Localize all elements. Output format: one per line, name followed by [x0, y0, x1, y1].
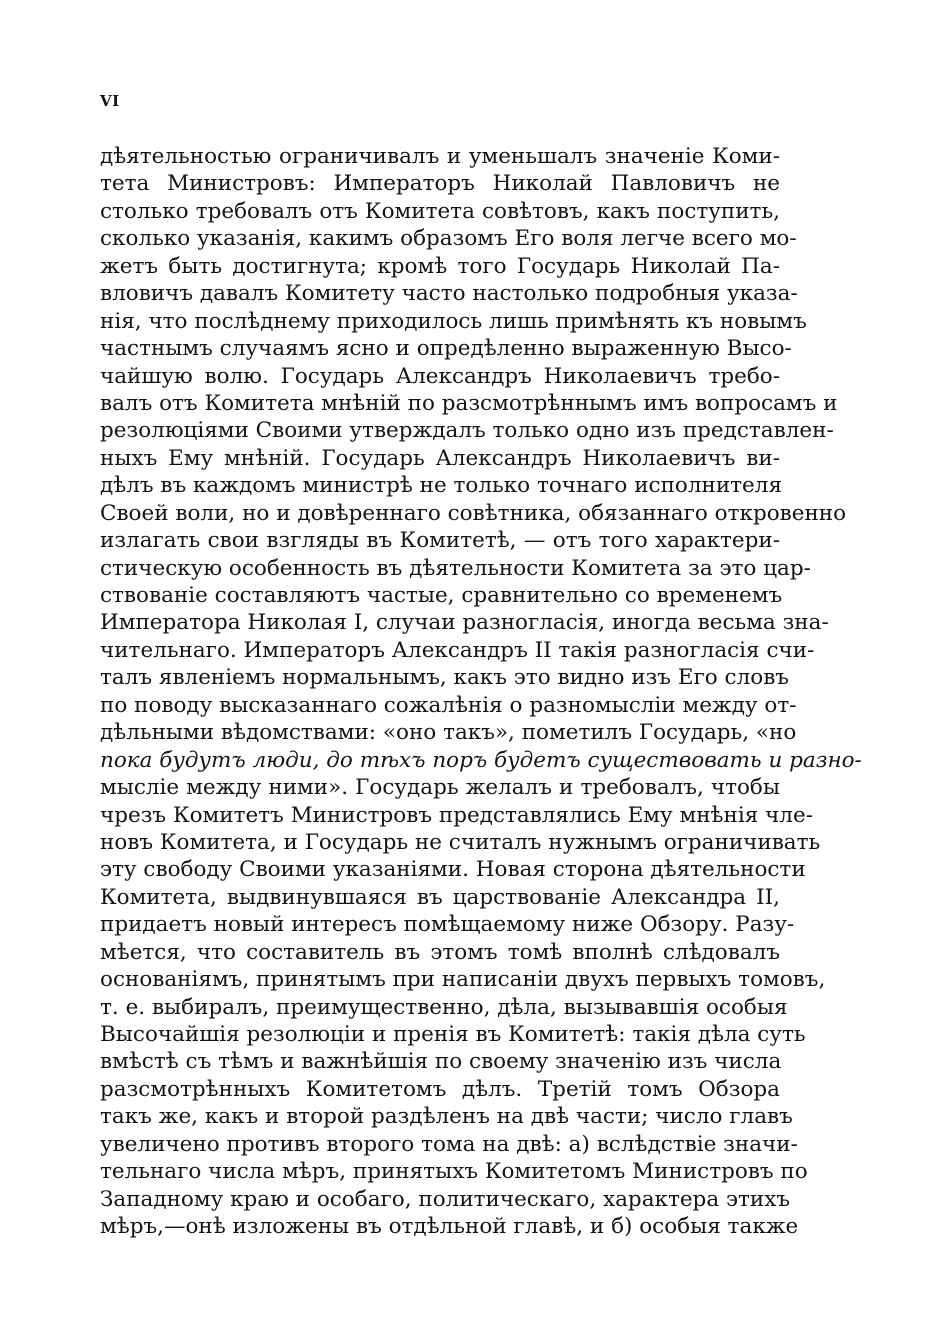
text-line: Западному краю и особаго, политическаго, характера этихъ [100, 1186, 791, 1212]
text-line: излагать свои взгляды въ Комитетѣ, — отъ того характери- [100, 528, 780, 554]
text-line: мѣется, что составитель въ этомъ томѣ вполнѣ слѣдовалъ [100, 939, 780, 965]
text-line: стическую особенность въ дѣятельности Комитета за это цар- [100, 555, 811, 581]
text-line: Высочайшія резолюціи и пренія въ Комитетѣ: такія дѣла суть [100, 1022, 806, 1047]
text-line: новъ Комитета, и Государь не считалъ нужнымъ ограничивать [100, 829, 821, 855]
text-line: ствованіе составляютъ частые, сравнительно со временемъ [100, 583, 783, 608]
text-line: мысліе между ними». Государь желалъ и требовалъ, чтобы [100, 775, 780, 801]
text-line: Своей воли, но и довѣреннаго совѣтника, обязаннаго откровенно [100, 500, 847, 526]
text-line: частнымъ случаямъ ясно и опредѣленно выраженную Высо- [100, 336, 792, 362]
text-line: вловичъ давалъ Комитету часто настолько подробныя указа- [100, 281, 798, 307]
text-line: ныхъ Ему мнѣній. Государь Александръ Николаевичъ ви- [100, 445, 780, 471]
text-line: увеличено противъ второго тома на двѣ: а) вслѣдствіе значи- [100, 1131, 798, 1157]
text-line: т. е. выбиралъ, преимущественно, дѣла, вызывавшія особыя [100, 994, 788, 1020]
text-line-italic: пока будутъ люди, до тѣхъ поръ будетъ существовать и разно- [100, 747, 862, 773]
text-line: сколько указанія, какимъ образомъ Его воля легче всего мо- [100, 226, 797, 252]
text-line: Комитета, выдвинувшаяся въ царствованіе Александра II, [100, 884, 780, 910]
text-line: дѣлъ въ каждомъ министрѣ не только точнаго исполнителя [100, 473, 783, 499]
text-line: вмѣстѣ съ тѣмъ и важнѣйшія по своему значенію изъ числа [100, 1049, 782, 1075]
text-line: резолюціями Своими утверждалъ только одно изъ представлен- [100, 418, 834, 444]
text-line: жетъ быть достигнута; кромѣ того Государь Николай Па- [100, 253, 780, 279]
text-line: эту свободу Своими указаніями. Новая сторона дѣятельности [100, 857, 806, 883]
text-line: талъ явленіемъ нормальнымъ, какъ это видно изъ Его словъ [100, 665, 789, 691]
text-line: чрезъ Комитетъ Министровъ представлялись Ему мнѣнія чле- [100, 802, 813, 828]
text-line: мѣръ,—онѣ изложены въ отдѣльной главѣ, и б) особыя также [100, 1214, 799, 1240]
text-line: основаніямъ, принятымъ при написаніи двухъ первыхъ томовъ, [100, 967, 826, 993]
text-line: чительнаго. Императоръ Александръ II такія разногласія счи- [100, 637, 815, 663]
text-line: тета Министровъ: Императоръ Николай Павловичъ не [100, 171, 780, 197]
text-line: разсмотрѣнныхъ Комитетомъ дѣлъ. Третій томъ Обзора [100, 1076, 780, 1102]
text-line: дѣльными вѣдомствами: «оно такъ», пометилъ Государь, «но [100, 720, 797, 746]
text-line: дѣятельностью ограничивалъ и уменьшалъ значеніе Коми- [100, 144, 780, 169]
text-line: тельнаго числа мѣръ, принятыхъ Комитетомъ Министровъ по [100, 1159, 808, 1185]
text-line: Императора Николая I, случаи разногласія, иногда весьма зна- [100, 610, 829, 636]
text-line: валъ отъ Комитета мнѣній по разсмотрѣннымъ имъ вопросамъ и [100, 390, 838, 416]
text-line: такъ же, какъ и второй раздѣленъ на двѣ части; число главъ [100, 1104, 793, 1130]
body-text [100, 143, 862, 1241]
text-line: чайшую волю. Государь Александръ Николаевичъ требо- [100, 363, 780, 389]
page-number: VI [100, 92, 120, 110]
text-line: столько требовалъ отъ Комитета совѣтовъ, какъ поступить, [100, 198, 780, 224]
text-line: придаетъ новый интересъ помѣщаемому ниже Обзору. Разу- [100, 912, 795, 938]
text-line: по поводу высказаннаго сожалѣнія о разномысліи между от- [100, 692, 797, 718]
text-line: нія, что послѣднему приходилось лишь примѣнять къ новымъ [100, 308, 807, 334]
